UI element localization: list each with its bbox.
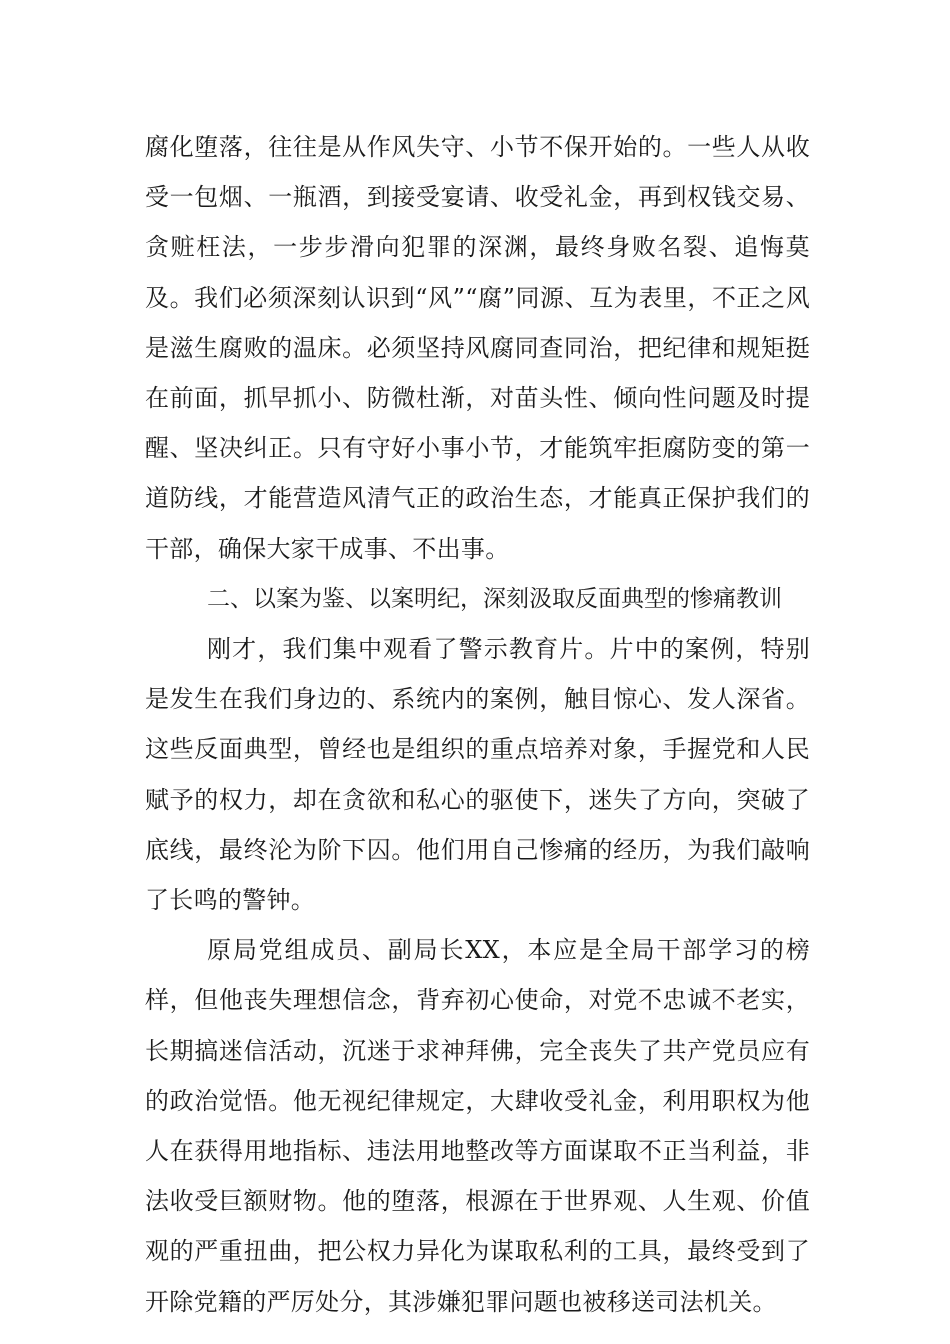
paragraph-3: 原局党组成员、副局长XX，本应是全局干部学习的榜样，但他丧失理想信念，背弃初心使命，对党不忠诚不老实，长期搞迷信活动，沉迷于求神拜佛，完全丧失了共产党员应有的政治觉悟。他无视纪律规定，大肆收受礼金，利用职权为他人在获得用地指标、违法用地整改等方面谋取不正当利益，非法收受巨额财物。他的堕落，根源在于世界观、人生观、价值观的严重扭曲，把公权力异化为谋取私利的工具，最终受到了开除党籍的严厉处分，其涉嫌犯罪问题也被移送司法机关。 xyxy=(145,936,810,1316)
document-body xyxy=(145,122,810,1327)
paragraph-2: 刚才，我们集中观看了警示教育片。片中的案例，特别是发生在我们身边的、系统内的案例，触目惊心、发人深省。这些反面典型，曾经也是组织的重点培养对象，手握党和人民赋予的权力，却在贪欲和私心的驱使下，迷失了方向，突破了底线，最终沦为阶下囚。他们用自己惨痛的经历，为我们敲响了长鸣的警钟。 xyxy=(145,635,810,915)
section-heading: 二、以案为鉴、以案明纪，深刻汲取反面典型的惨痛教训 xyxy=(207,585,782,612)
paragraph-1: 腐化堕落，往往是从作风失守、小节不保开始的。一些人从收受一包烟、一瓶酒，到接受宴请、收受礼金，再到权钱交易、贪赃枉法，一步步滑向犯罪的深渊，最终身败名裂、追悔莫及。我们必须深刻认识到“风”“腐”同源、互为表里，不正之风是滋生腐败的温床。必须坚持风腐同查同治，把纪律和规矩挺在前面，抓早抓小、防微杜渐，对苗头性、倾向性问题及时提醒、坚决纠正。只有守好小事小节，才能筑牢拒腐防变的第一道防线，才能营造风清气正的政治生态，才能真正保护我们的干部，确保大家干成事、不出事。 xyxy=(145,133,810,563)
